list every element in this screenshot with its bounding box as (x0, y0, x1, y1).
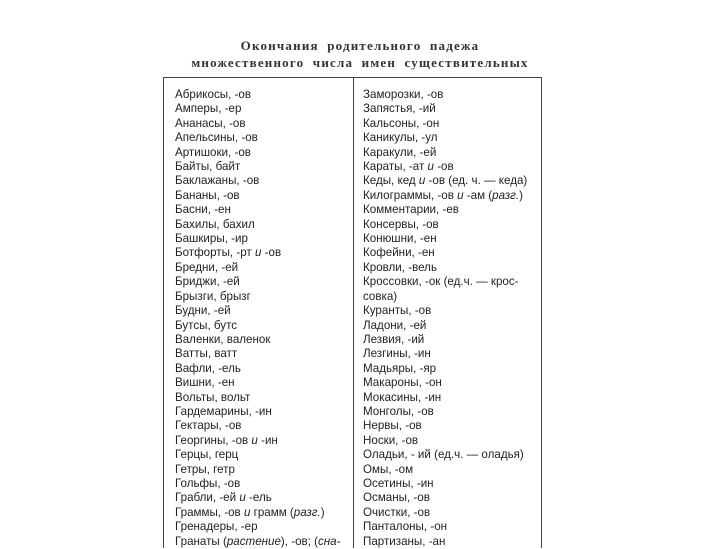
list-item (363, 405, 527, 419)
right-column (363, 88, 527, 549)
list-item (175, 506, 341, 520)
list-item (175, 319, 341, 333)
entry-text: ), -ов; ( (280, 534, 318, 548)
entry-text: -ов (261, 246, 282, 260)
entry-text: Лезвия, -ий (363, 332, 425, 346)
entry-text: ) (519, 188, 524, 202)
list-item (363, 261, 527, 275)
list-item (175, 491, 341, 505)
list-item (175, 434, 341, 448)
list-item (175, 535, 341, 549)
entry-text: Бредни, -ей (175, 260, 239, 274)
list-item (175, 160, 341, 174)
list-item (363, 434, 527, 448)
list-item (175, 131, 341, 145)
entry-text: Баклажаны, -ов (175, 174, 260, 188)
list-item (175, 520, 341, 534)
entry-text: Макароны, -он (363, 376, 442, 390)
entry-text: Кеды, кед (363, 174, 419, 188)
entry-text: Брызги, брызг (175, 289, 251, 303)
list-item (175, 405, 341, 419)
entry-text: Носки, -ов (363, 433, 419, 447)
entry-text: Герцы, герц (175, 448, 239, 462)
entry-text: Гектары, -ов (175, 419, 242, 433)
list-item (363, 246, 527, 260)
list-item (175, 376, 341, 390)
entry-text: Комментарии, -ев (363, 203, 459, 217)
list-item (363, 419, 527, 433)
italic-text: и (251, 433, 258, 447)
list-item (175, 102, 341, 116)
entry-text: Омы, -ом (363, 462, 414, 476)
list-item (363, 391, 527, 405)
endings-table (163, 77, 542, 548)
italic-text: и (243, 505, 251, 519)
page-title-line-2: множественного числа имен существительных (191, 55, 529, 70)
entry-text: Ботфорты, -рт (175, 246, 255, 260)
entry-text: Гранаты ( (175, 534, 227, 548)
list-item (363, 535, 527, 549)
list-item (363, 218, 527, 232)
entry-text: грамм ( (250, 505, 294, 519)
italic-text: и (457, 188, 464, 202)
list-item (175, 448, 341, 462)
entry-text: -ель (245, 491, 272, 505)
entry-text: Апельсины, -ов (175, 131, 258, 145)
entry-text: Мокасины, -ин (363, 390, 442, 404)
entry-text: Басни, -ен (175, 203, 231, 217)
list-item (363, 448, 527, 462)
entry-text: Ананасы, -ов (175, 116, 246, 130)
entry-text: Очистки, -ов (363, 505, 431, 519)
entry-text: Нервы, -ов (363, 419, 422, 433)
entry-text: Валенки, валенок (175, 332, 271, 346)
list-item (363, 232, 527, 246)
entry-text: -ов (433, 160, 454, 174)
entry-text: Лезгины, -ин (363, 347, 431, 361)
entry-text: Гренадеры, -ер (175, 520, 258, 534)
entry-text: Караты, -ат (363, 160, 428, 174)
entry-text: Георгины, -ов (175, 433, 252, 447)
list-item (175, 463, 341, 477)
italic-text: разг. (293, 505, 321, 519)
list-item (363, 477, 527, 491)
entry-text: Османы, -ов (363, 491, 430, 505)
list-item (363, 463, 527, 477)
page-title-line-1: Окончания родительного падежа (240, 38, 480, 53)
list-item (363, 131, 527, 145)
list-item (363, 347, 527, 361)
list-item (175, 304, 341, 318)
entry-text: Бананы, -ов (175, 188, 240, 202)
entry-text: Бахилы, бахил (175, 217, 255, 231)
list-item (175, 174, 341, 188)
list-item (363, 203, 527, 217)
list-item (363, 189, 527, 203)
list-item (363, 160, 527, 174)
entry-text: -ин (257, 433, 278, 447)
list-item (363, 290, 527, 304)
list-item (363, 88, 527, 102)
list-item (363, 275, 527, 289)
entry-text: Вольты, вольт (175, 390, 251, 404)
entry-text: Мадьяры, -яр (363, 361, 437, 375)
list-item (175, 333, 341, 347)
entry-text: Бутсы, бутс (175, 318, 238, 332)
entry-text: Оладьи, - ий (ед.ч. — оладья) (363, 448, 524, 462)
list-item (175, 218, 341, 232)
list-item (175, 146, 341, 160)
list-item (363, 520, 527, 534)
list-item (175, 261, 341, 275)
list-item (175, 290, 341, 304)
list-item (175, 232, 341, 246)
italic-text: и (418, 174, 426, 188)
entry-text: Грабли, -ей (175, 491, 240, 505)
list-item (363, 376, 527, 390)
list-item (363, 362, 527, 376)
list-item (175, 203, 341, 217)
entry-text: Башкиры, -ир (175, 232, 248, 246)
italic-text: сна- (318, 534, 341, 548)
italic-text: и (239, 491, 246, 505)
entry-text: -ов (ед. ч. — кеда) (425, 174, 528, 188)
entry-text: Заморозки, -ов (363, 88, 444, 101)
list-item (363, 491, 527, 505)
entry-text: Осетины, -ин (363, 476, 434, 490)
entry-text: Гольфы, -ов (175, 476, 241, 490)
list-item (363, 174, 527, 188)
left-column (175, 88, 341, 549)
list-item (175, 88, 341, 102)
entry-text: Конюшни, -ен (363, 232, 437, 246)
entry-text: Каракули, -ей (363, 145, 437, 159)
entry-text: Кроссовки, -ок (ед.ч. — крос- (363, 275, 519, 289)
entry-text: Байты, байт (175, 160, 241, 174)
entry-text: Килограммы, -ов (363, 188, 458, 202)
list-item (175, 391, 341, 405)
entry-text: Артишоки, -ов (175, 145, 251, 159)
list-item (175, 419, 341, 433)
entry-text: Гардемарины, -ин (175, 404, 272, 418)
entry-text: Кальсоны, -он (363, 116, 440, 130)
entry-text: -ам ( (463, 188, 493, 202)
list-item (363, 319, 527, 333)
list-item (363, 117, 527, 131)
list-item (175, 117, 341, 131)
entry-text: Каникулы, -ул (363, 131, 438, 145)
list-item (175, 246, 341, 260)
entry-text: Панталоны, -он (363, 520, 448, 534)
entry-text: Ватты, ватт (175, 347, 238, 361)
list-item (175, 362, 341, 376)
list-item (175, 347, 341, 361)
list-item (363, 304, 527, 318)
list-item (175, 189, 341, 203)
entry-text: Консервы, -ов (363, 217, 439, 231)
column-divider (353, 78, 354, 548)
list-item (363, 146, 527, 160)
italic-text: и (427, 160, 434, 174)
list-item (363, 102, 527, 116)
list-item (175, 477, 341, 491)
italic-text: и (254, 246, 262, 260)
entry-text: Вафли, -ель (175, 361, 241, 375)
list-item (175, 275, 341, 289)
entry-text: Абрикосы, -ов (175, 88, 251, 101)
list-item (363, 506, 527, 520)
entry-text: Кофейни, -ен (363, 246, 435, 260)
entry-text: Ладони, -ей (363, 318, 427, 332)
entry-text: совка) (363, 289, 398, 303)
italic-text: разг. (492, 188, 520, 202)
entry-text: ) (320, 505, 325, 519)
entry-text: Будни, -ей (175, 304, 231, 318)
entry-text: Граммы, -ов (175, 505, 244, 519)
entry-text: Партизаны, -ан (363, 534, 446, 548)
entry-text: Вишни, -ен (175, 376, 235, 390)
entry-text: Запястья, -ий (363, 102, 436, 116)
entry-text: Куранты, -ов (363, 304, 432, 318)
entry-text: Амперы, -ер (175, 102, 242, 116)
list-item (363, 333, 527, 347)
entry-text: Монголы, -ов (363, 404, 434, 418)
entry-text: Бриджи, -ей (175, 275, 240, 289)
entry-text: Кровли, -вель (363, 260, 437, 274)
italic-text: растение (226, 534, 281, 548)
entry-text: Гетры, гетр (175, 462, 235, 476)
